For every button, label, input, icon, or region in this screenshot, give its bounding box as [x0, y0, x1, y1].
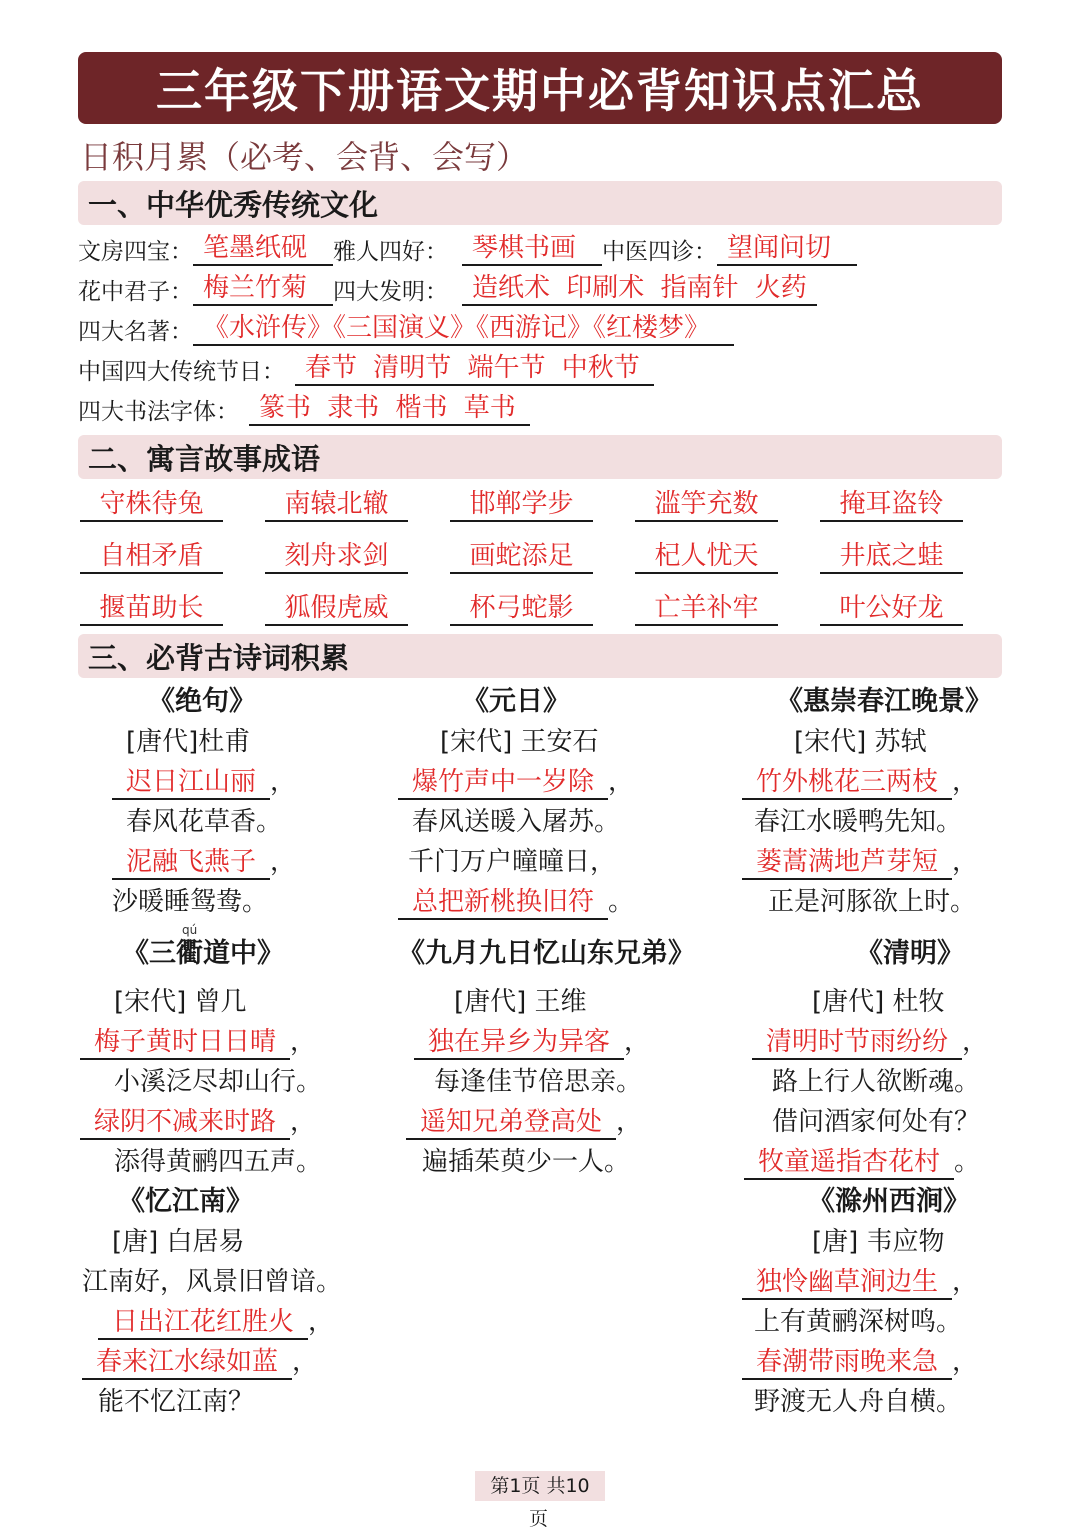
comma: ，	[952, 1267, 979, 1297]
comma: ，	[290, 1107, 317, 1137]
answer-wenfang: 笔墨纸砚	[193, 232, 333, 266]
answer-shufa: 篆书 隶书 楷书 草书	[249, 392, 530, 426]
label-mingzhu: 四大名著：	[78, 319, 193, 345]
poem-answer-line: 遥知兄弟登高处	[406, 1106, 616, 1140]
poem-title: 《绝句》	[148, 686, 256, 717]
poem-author: [宋代] 曾几	[114, 987, 247, 1017]
culture-row-3	[78, 312, 734, 346]
poem-line: 春风送暖入屠苏。	[412, 807, 621, 837]
page-indicator-suffix: 页	[529, 1508, 549, 1527]
answer-jieri: 春节 清明节 端午节 中秋节	[295, 352, 654, 386]
idiom-item: 自相矛盾	[80, 540, 223, 574]
page-indicator: 第1页 共10	[475, 1471, 605, 1501]
idiom-item: 杯弓蛇影	[450, 592, 593, 626]
poem-answer-line: 梅子黄时日日晴	[80, 1026, 290, 1060]
poem-answer-line: 日出江花红胜火	[98, 1306, 308, 1340]
poem-answer-line: 蒌蒿满地芦芽短	[742, 846, 952, 880]
page-title: 三年级下册语文期中必背知识点汇总	[78, 52, 1002, 124]
culture-row-4	[78, 352, 654, 386]
comma: ，	[308, 1307, 335, 1337]
idiom-item: 刻舟求剑	[265, 540, 408, 574]
comma: ，	[292, 1347, 319, 1377]
poem-answer-line: 牧童遥指杏花村	[744, 1146, 954, 1180]
answer-huazhong: 梅兰竹菊	[193, 272, 333, 306]
poem-title: 《惠崇春江晚景》	[776, 686, 992, 717]
poem-author: [唐代] 杜牧	[812, 987, 945, 1017]
idiom-item: 揠苗助长	[80, 592, 223, 626]
culture-row-1	[78, 232, 857, 266]
poem-line: 路上行人欲断魂。	[772, 1067, 981, 1097]
comma: ，	[616, 1107, 643, 1137]
label-wenfang: 文房四宝：	[78, 239, 193, 265]
idiom-item: 南辕北辙	[265, 488, 408, 522]
poem-line: 借问酒家何处有？	[772, 1107, 981, 1137]
poem-answer-line: 爆竹声中一岁除	[398, 766, 608, 800]
page-subtitle: 日积月累（必考、会背、会写）	[80, 138, 529, 176]
poem-title: 《清明》	[856, 938, 964, 969]
comma: ，	[952, 767, 979, 797]
answer-zhongyi: 望闻问切	[717, 232, 857, 266]
comma: ，	[962, 1027, 989, 1057]
poem-answer-line: 独怜幽草涧边生	[742, 1266, 952, 1300]
poem-author: [宋代] 苏轼	[794, 727, 927, 757]
poem-title: 《忆江南》	[118, 1186, 253, 1217]
poem-line: 遍插茱萸少一人。	[422, 1147, 631, 1177]
poem-answer-line: 竹外桃花三两枝	[742, 766, 952, 800]
poem-title: 《九月九日忆山东兄弟》	[398, 938, 695, 969]
poem-line: 正是河豚欲上时。	[768, 887, 977, 917]
section-heading-culture: 一、中华优秀传统文化	[78, 181, 1002, 225]
poem-author: [唐] 韦应物	[812, 1227, 945, 1257]
poem-line: 江南好，风景旧曾谙。	[82, 1267, 343, 1297]
comma: ，	[952, 847, 979, 877]
poem-title: 《三衢道中》	[122, 938, 284, 969]
poem-line: 千门万户曈曈日，	[408, 847, 617, 877]
answer-sida-faming: 造纸术 印刷术 指南针 火药	[462, 272, 817, 306]
label-huazhong: 花中君子：	[78, 279, 193, 305]
idiom-item: 守株待兔	[80, 488, 223, 522]
poem-chuzhou	[742, 1182, 978, 1422]
answer-mingzhu: 《水浒传》《三国演义》《西游记》《红楼梦》	[193, 312, 734, 346]
poem-answer-line: 总把新桃换旧符	[398, 886, 608, 920]
idiom-grid	[80, 488, 980, 626]
label-zhongyi: 中医四诊：	[602, 239, 717, 265]
label-sida-faming: 四大发明：	[333, 279, 448, 305]
poem-answer-line: 春来江水绿如蓝	[82, 1346, 292, 1380]
poem-answer-line: 迟日江山丽	[112, 766, 270, 800]
poem-title: 《元日》	[462, 686, 570, 717]
poem-answer-line: 春潮带雨晚来急	[742, 1346, 952, 1380]
poem-line: 春江水暖鸭先知。	[754, 807, 963, 837]
poem-qingming	[752, 934, 988, 1182]
section-heading-poems: 三、必背古诗词积累	[78, 634, 1002, 678]
idiom-item: 狐假虎威	[265, 592, 408, 626]
idiom-item: 井底之蛙	[820, 540, 963, 574]
poem-author: [唐代]杜甫	[126, 727, 251, 757]
poem-author: [唐] 白居易	[112, 1227, 245, 1257]
poem-line: 上有黄鹂深树鸣。	[754, 1307, 963, 1337]
poem-answer-line: 清明时节雨纷纷	[752, 1026, 962, 1060]
poem-line: 野渡无人舟自横。	[754, 1387, 963, 1417]
period: 。	[608, 887, 635, 917]
poem-line: 春风花草香。	[126, 807, 283, 837]
comma: ，	[290, 1027, 317, 1057]
poem-huichong	[742, 682, 992, 922]
poem-yuanri	[398, 682, 634, 922]
comma: ，	[608, 767, 635, 797]
culture-row-5	[78, 392, 530, 426]
section-heading-idioms: 二、寓言故事成语	[78, 435, 1002, 479]
poem-line: 添得黄鹂四五声。	[114, 1147, 323, 1177]
poem-yijiangnan	[82, 1182, 342, 1422]
poem-title: 《滁州西涧》	[808, 1186, 970, 1217]
period: 。	[954, 1147, 981, 1177]
idiom-item: 滥竽充数	[635, 488, 778, 522]
comma: ，	[270, 767, 297, 797]
label-jieri: 中国四大传统节日：	[78, 359, 285, 385]
culture-row-2	[78, 272, 817, 306]
poem-answer-line: 泥融飞燕子	[112, 846, 270, 880]
label-shufa: 四大书法字体：	[78, 399, 239, 425]
pinyin-ruby: qú	[182, 923, 198, 937]
poem-line: 每逢佳节倍思亲。	[434, 1067, 643, 1097]
idiom-item: 邯郸学步	[450, 488, 593, 522]
poem-line: 沙暖睡鸳鸯。	[112, 887, 269, 917]
idiom-item: 掩耳盗铃	[820, 488, 963, 522]
poem-line: 小溪泛尽却山行。	[114, 1067, 323, 1097]
comma: ，	[624, 1027, 651, 1057]
idiom-item: 画蛇添足	[450, 540, 593, 574]
comma: ，	[952, 1347, 979, 1377]
poem-answer-line: 独在异乡为异客	[414, 1026, 624, 1060]
label-yaren: 雅人四好：	[333, 239, 448, 265]
answer-yaren: 琴棋书画	[462, 232, 602, 266]
idiom-item: 亡羊补牢	[635, 592, 778, 626]
idiom-item: 杞人忧天	[635, 540, 778, 574]
poem-jueju	[112, 682, 296, 922]
poem-line: 能不忆江南？	[98, 1387, 255, 1417]
idiom-item: 叶公好龙	[820, 592, 963, 626]
poem-author: [唐代] 王维	[454, 987, 587, 1017]
poem-answer-line: 绿阴不减来时路	[80, 1106, 290, 1140]
comma: ，	[270, 847, 297, 877]
poem-author: [宋代] 王安石	[440, 727, 599, 757]
poem-jiuyue	[398, 934, 695, 1182]
poem-sanqu	[80, 934, 322, 1182]
